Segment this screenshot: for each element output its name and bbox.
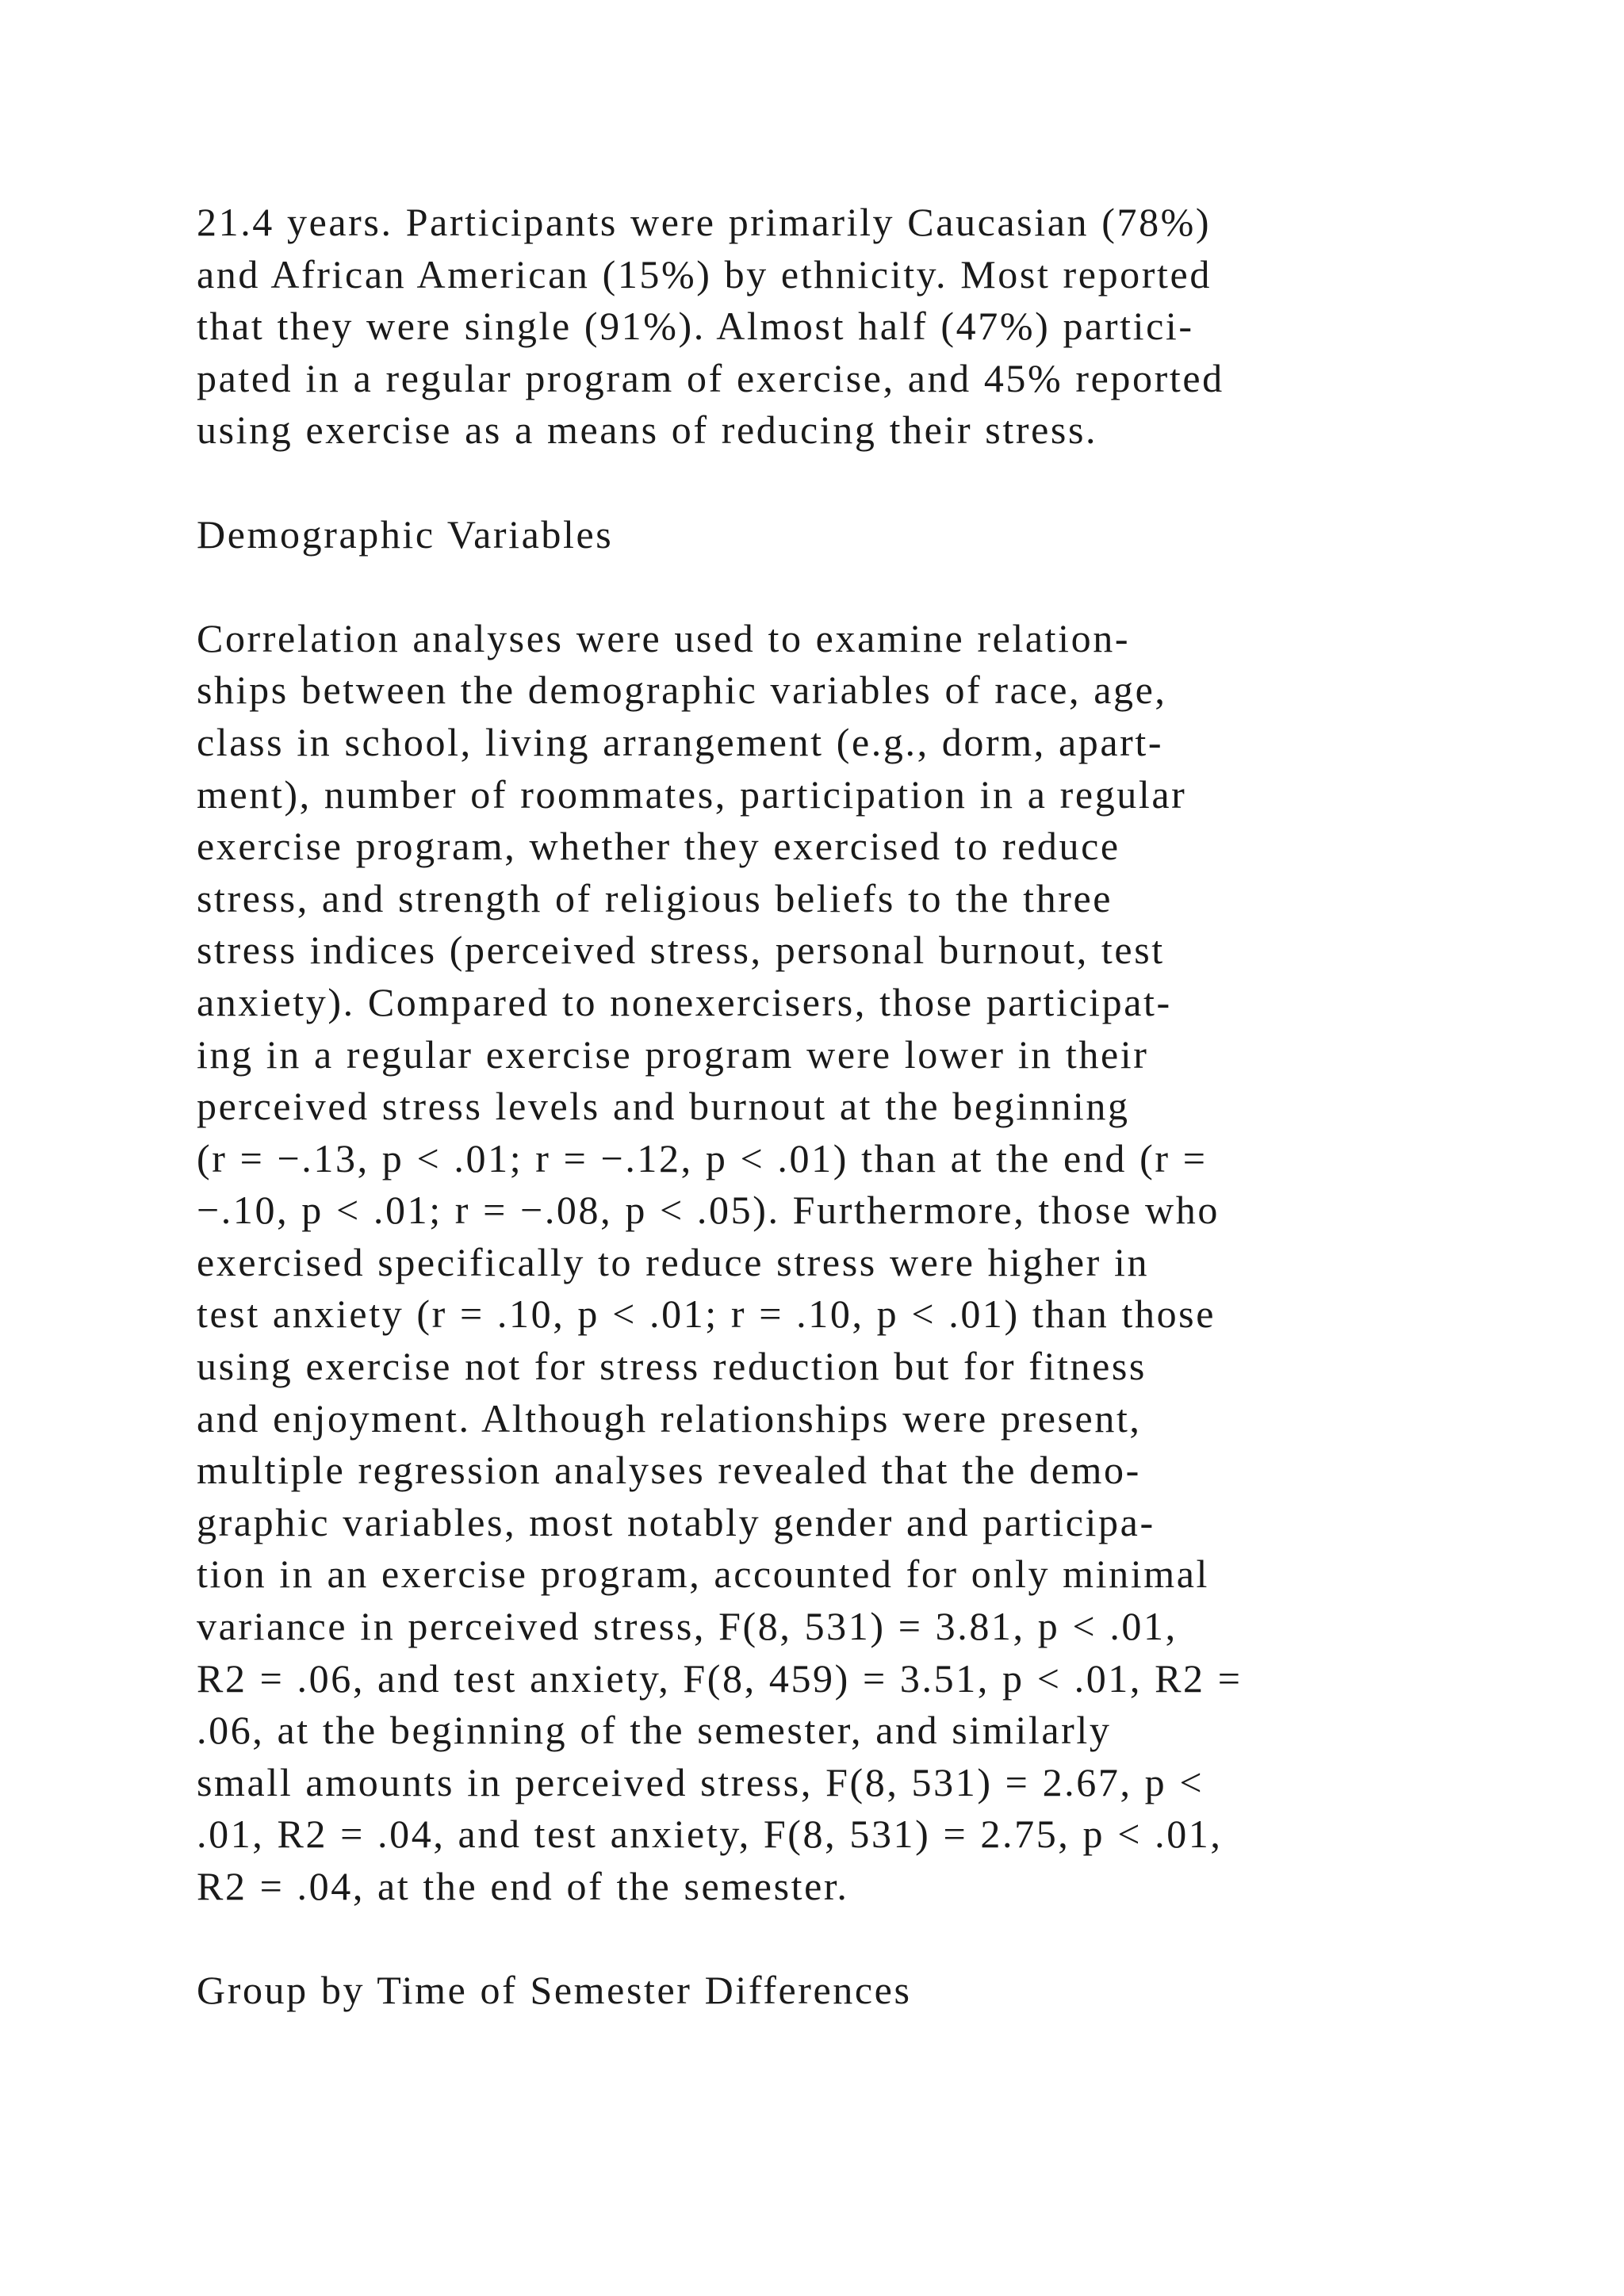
paragraph-spacer [197,561,1545,613]
section-heading-demographic-variables: Demographic Variables [197,511,614,557]
text-line: using exercise not for stress reduction but for fitness [197,1344,1147,1389]
text-line: and enjoyment. Although relationships were present, [197,1395,1142,1441]
text-line: ships between the demographic variables of race, age, [197,668,1167,713]
text-line: and African American (15%) by ethnicity. Most reported [197,251,1212,297]
text-line: class in school, living arrangement (e.g., dorm, apart- [197,719,1164,764]
section-heading-group-by-time: Group by Time of Semester Differences [197,1968,912,2013]
text-line: ing in a regular exercise program were lower in their [197,1031,1149,1077]
text-line: exercised specifically to reduce stress were higher in [197,1239,1150,1284]
text-line: perceived stress levels and burnout at the beginning [197,1084,1130,1129]
text-line: that they were single (91%). Almost half (47%) partici- [197,304,1194,349]
text-line: R2 = .06, and test anxiety, F(8, 459) = 3.51, p < .01, R2 = [197,1655,1243,1701]
text-line: multiple regression analyses revealed that the demo- [197,1448,1141,1493]
text-line: graphic variables, most notably gender and participa- [197,1499,1155,1544]
text-line: ment), number of roommates, participation in a regular [197,771,1187,817]
text-line: stress indices (perceived stress, personal burnout, test [197,928,1165,973]
paragraph-participants [197,197,1545,457]
text-line: .01, R2 = .04, and test anxiety, F(8, 531) = 2.75, p < .01, [197,1812,1223,1857]
text-line: tion in an exercise program, accounted for only minimal [197,1552,1210,1597]
text-line: test anxiety (r = .10, p < .01; r = .10, p < .01) than those [197,1292,1216,1337]
text-line: −.10, p < .01; r = −.08, p < .05). Furthermore, those who [197,1188,1220,1233]
text-line: exercise program, whether they exercised to reduce [197,824,1120,869]
paragraph-spacer [197,1913,1545,1965]
text-line: using exercise as a means of reducing their stress. [197,408,1098,453]
text-line: pated in a regular program of exercise, and 45% reported [197,355,1224,400]
text-line: R2 = .04, at the end of the semester. [197,1864,849,1908]
text-line: 21.4 years. Participants were primarily Caucasian (78%) [197,200,1212,244]
text-line: Correlation analyses were used to examine relation- [197,615,1131,660]
paragraph-spacer [197,457,1545,509]
text-line: (r = −.13, p < .01; r = −.12, p < .01) than at the end (r = [197,1135,1208,1181]
text-line: .06, at the beginning of the semester, and similarly [197,1708,1112,1753]
text-line: small amounts in perceived stress, F(8, 531) = 2.67, p < [197,1759,1205,1804]
text-line: variance in perceived stress, F(8, 531) = 3.81, p < .01, [197,1604,1178,1649]
text-line: anxiety). Compared to nonexercisers, those participat- [197,979,1172,1024]
paragraph-correlation-analyses [197,613,1545,1913]
text-block [197,197,1545,2017]
text-line: stress, and strength of religious beliefs to the three [197,875,1113,920]
